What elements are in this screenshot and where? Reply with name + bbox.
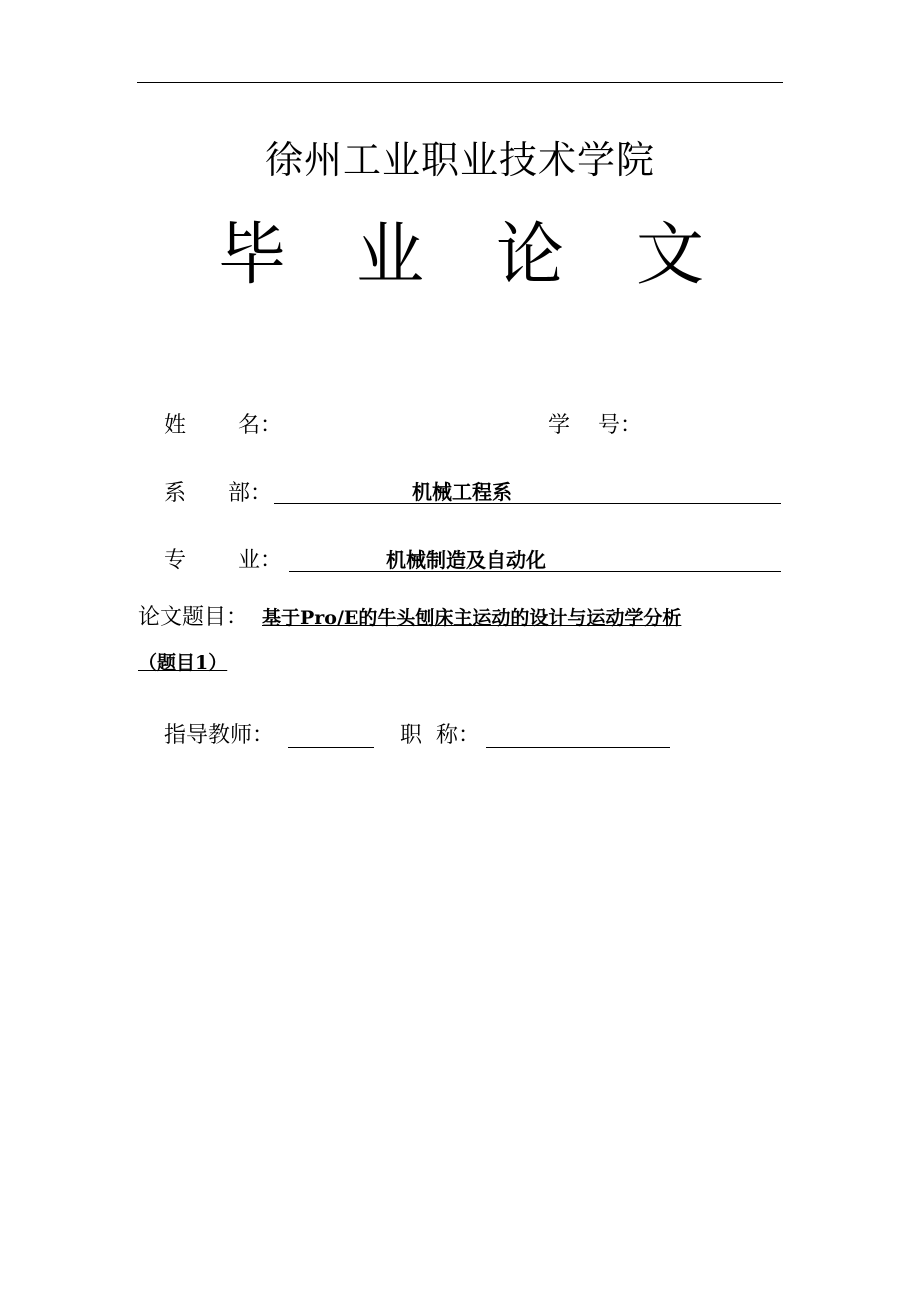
title-label-part2: 称： <box>436 723 481 748</box>
thesis-title-char-2: 业 <box>356 216 425 295</box>
major-value: 机械制造及自动化 <box>386 548 546 572</box>
major-label-part2: 业： <box>238 548 283 573</box>
major-label-part1: 专 <box>164 548 187 573</box>
title-underline <box>486 722 670 748</box>
title-label-part1: 职 <box>400 723 423 748</box>
name-label-part1: 姓 <box>164 413 187 438</box>
department-underline <box>274 478 781 504</box>
thesis-title-char-3: 论 <box>496 216 565 295</box>
department-label-part1: 系 <box>164 481 187 506</box>
student-id-label-part2: 号： <box>598 413 643 438</box>
thesis-title-char-4: 文 <box>636 216 705 295</box>
department-label-part2: 部： <box>228 481 273 506</box>
school-name: 徐州工业职业技术学院 <box>264 138 655 182</box>
topic-label: 论文题目： <box>138 605 249 630</box>
advisor-underline <box>288 722 374 748</box>
advisor-label: 指导教师： <box>164 723 275 748</box>
topic-value-line1: 基于Pro/E的牛头刨床主运动的设计与运动学分析 <box>262 607 682 629</box>
department-value: 机械工程系 <box>412 480 512 504</box>
thesis-title-char-1: 毕 <box>218 216 287 295</box>
top-rule <box>137 82 783 83</box>
student-id-label-part1: 学 <box>548 413 571 438</box>
name-label-part2: 名： <box>238 413 283 438</box>
topic-value-line2: （题目1） <box>138 652 228 674</box>
